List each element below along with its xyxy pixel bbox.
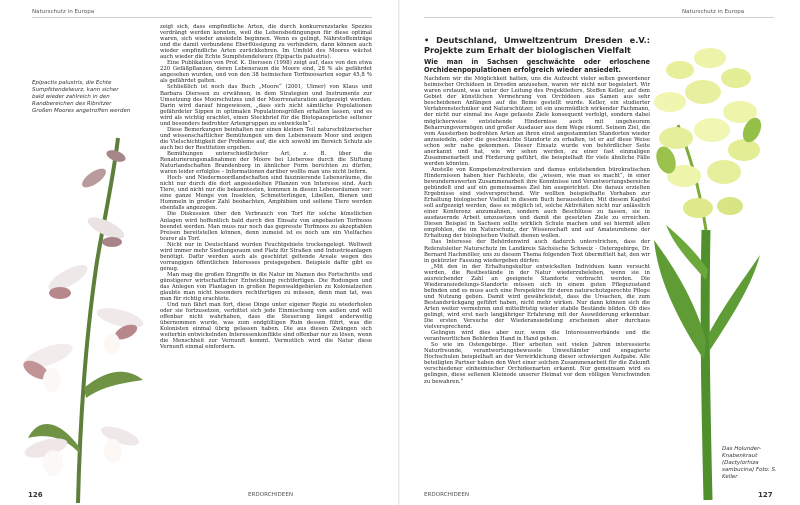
caption-right: Das Holunder-Knabenkraut (Dactylorhiza sambucina) Foto: S. Keller <box>722 446 777 480</box>
header-rule-right <box>424 17 774 18</box>
paragraph: Diese Bemerkungen beinhalten nur einen kleinen Teil naturschützerischer und wissenschaftlicher Bemühungen um den Lebensraum Moor und zeigen die Vielschichtigkeit der Probleme auf, die sich sowohl im Bereich Schutz als auch bei der Restitution ergeben. <box>160 126 372 151</box>
paragraph: Nicht nur in Deutschland wurden Feuchtgebiete trockengelegt. Weltweit wird immer mehr Siedlungsraum und Platz für Straßen und Industrieanlagen benötigt. Dafür werden auch als geschützt geltende Areale wegen des vorrangigen öffentlichen Interesses preisgegeben. Beispiele dafür gibt es genug. <box>160 241 372 272</box>
footer-left: ERDORCHIDEEN <box>248 492 294 498</box>
dactylorhiza-photo <box>648 30 766 500</box>
paragraph: Das Interesse der Behördenwird auch dadurch unterstrichen, dass der Referatsleiter Naturschutz im Landkreis Sächsische Schweiz - Osterzgebirge, Dr. Bernard Hachmöller, uns zu diesem Thema folgenden Text übermittelt hat, den wir in gekürzter Fassung wiedergeben dürfen: <box>424 239 650 264</box>
page-number-right: 127 <box>758 491 773 499</box>
paragraph: Man mag die großen Eingriffe in die Natur im Namen des Fortschritts und günstigerer wirtschaftlicher Entwicklung rechtfertigen. Die Rodungen und das Anlegen von Plantagen in großen Regenwaldgebieten zu Kolonialzeiten glaubte man nicht besonders rechtfertigen zu müssen, denn man tat, was man für richtig erachtete. <box>160 271 372 303</box>
left-text-column <box>160 24 372 351</box>
page-number-left: 126 <box>28 491 43 499</box>
caption-left: Epipactis palustris, die Echte Sumpfstendelwurz, kann sicher bald wieder zahlreich in den Randbereichen des Ribnitzer Großen Moores angetroffen werden <box>32 80 131 114</box>
paragraph: Und nun fährt man fort, diese Dinge unter eigener Regie zu wiederholen oder sie fortzusetzen, verbittet sich jede Einmischung von außen und will offenbar nicht wahrhaben, dass die Steuerung längst anderweitig übernommen wurde, was zum endgültigen Ruin dessen führt, was die Kolonisten einmal übrig gelassen haben. Die aus diesen Zwängen sich weiterhin entwickelnden Interessenkonflikte sind offenbar nur zu lösen, wenn die Menschheit zur Vernunft kommt. Vermutlich wird die Natur diese Vernunft einmal einfordern. <box>160 302 372 351</box>
section-subheading: Wie man in Sachsen geschwächte oder erloschene Orchideenpopulationen erfolgreich wieder ansiedelt. <box>424 58 650 74</box>
paragraph: Hoch- und Niedermoordlandschaften sind faszinierende Lebensräume, die nicht nur durch die dort angesiedelten Pflanzen von Interesse sind. Auch Tiere, und nicht nur die bekanntesten, kommen in diesen Lebensräumen vor: eine ganze Menge von Insekten, Schmetterlingen, Libellen, Bienen und Hummeln in großer Zahl beobachten, Amphibien und seltene Tiere werden ebenfalls angezogen. <box>160 175 372 212</box>
right-text-column <box>424 36 650 385</box>
footer-right: ERDORCHIDEEN <box>424 492 470 498</box>
paragraph: Nachdem wir die Möglichkeit hatten, uns die Aufzucht vieler selten gewordener heimischer Orchideen in Dresden anzusehen, waren wir nicht nur begeistert. Wir waren erstaunt, was unter der Leitung des Projektleiters, Steffen Keller, auf dem Gebiet der künstlichen Vermehrung von Orchideen aus Samen aus sehr bescheidenen Anfängen auf die Beine gestellt wurde. Keller, ein studierter Verfahrenstechniker und Naturschützer, ist ein unermüdlich wirkender Fachmann, der nicht nur einmal ins Auge gefasste Ziele konsequent verfolgt, sondern dabei möglicherweise entstehende Hindernisse auch mit ungeheurem Beharrungsvermögen und großer Ausdauer aus dem Wege räumt. Seinem Ziel, die vom Aussterben bedrohten Arten an ihren einst angestammten Standorten wieder anzusiedeln, oder die geschwächte Standorte zu erhalten, ist er auf diese Weise schon sehr nahe gekommen. Dieser Einsatz wurde von behördlicher Seite anerkannt und hat, wie wir sehen werden, zu einer fast einmaligen Zusammenarbeit und Förderung geführt, die beispielhaft für viele ähnliche Fälle werden könnten. <box>424 76 650 167</box>
paragraph: Schließlich ist noch das Buch „Moore“ (2001, Ulmer) von Klaus und Barbara Dierssen zu erwähnen, in dem Strategien und Instrumente zur Umsetzung des Moorschutzes und der Moorrenaturation aufgezeigt werden. Darin wird darauf hingewiesen, „dass sich nicht sämtliche Populationen gefährdeter Sippen in optimalen Populationsgrößen erhalten lassen, und es wird als wichtig erachtet, einen Steckbrief für die Biotopansprüche seltener und besonders bedrohter Artengruppen zu entwickeln“. <box>160 84 372 127</box>
paragraph: zeigt sich, dass empfindliche Arten, die durch konkurrenzstarke Spezies verdrängt werden konnten, weil die Lebensbedingungen für diese optimal waren, sich wieder ansiedeln beginnen. Wenn es gelingt, Nährstoffeinträge und die damit verbundene Eberflüssigung zu verhindern, dann können auch wieder empfindliche Arten zurückkehren. Im Umfeld des Moores wächst auch wieder die Echte Sumpfstendelwurz (Epipactis palustris). <box>160 24 372 61</box>
running-head-left: Naturschutz in Europa <box>32 9 95 15</box>
epipactis-photo <box>8 118 158 503</box>
right-page <box>400 0 800 505</box>
paragraph: Eine Publikation von Prof. K. Dierssen (1998) zeigt auf, dass von den etwa 220 Gefäßpflanzen, deren Lebensraum die Moore sind, 28 % als gefährdet angesehen wurden, und von den 38 heimischen Torfmoosarten sogar 45,8 % als gefährdet galten. <box>160 60 372 85</box>
paragraph: Bemühungen unterschiedlichster Art, z. B. über die Renaturierungsmaßnahmen der Moore bei Lieberose durch die Stiftung Naturlandschaften Brandenburg in ähnlicher Form berichten zu dürfen, waren leider erfolglos – Informationen darüber wollte man uns nicht liefern. <box>160 150 372 176</box>
running-head-right: Naturschutz in Europa <box>682 9 745 15</box>
paragraph: So wie im Ostengebirge. Hier arbeiten seit vielen Jahren interessierte Naturfreunde, verantwortungsbewusste Umweltämter und engagierte Hochschulen beispielhaft an der Verwirklichung dieser schwierigen Aufgabe. Alle beteiligten Partner haben den Wert einer solchen Zusammenarbeit für die Zukunft verschiedener einheimischer Orchideenarten erkannt. Nur gemeinsam wird es gelingen, diese seltenen Kleinode unserer Heimat vor dem völligen Verschwinden zu bewahren.“ <box>424 342 650 385</box>
paragraph: Gelingen wird dies aber nur, wenn die Interessenverbände und die verantwortlichen Behörden Hand in Hand gehen. <box>424 330 650 343</box>
header-rule-left <box>32 17 372 18</box>
paragraph: Die Diskussion über den Verbrauch von Torf für solche künstlichen Anlagen wird hoffentlich bald durch den Einsatz von angebauten Torfmoos beendet werden. Man muss nur noch das gepresste Torfmoos zu akzeptablen Preisen bereitstellen können, denn zumeist ist es noch um ein Vielfaches teurer als Torf. <box>160 211 372 242</box>
section-heading: • Deutschland, Umweltzentrum Dresden e.V.: Projekte zum Erhalt der biologischen Vielfalt <box>424 35 650 55</box>
paragraph: Anstelle von Kompetenzstreitereien und damus entstehenden bürokratischen Hindernissen haben hier Fachleute, die „wissen, wie man es macht“, in einer bewundernswerten Zusammenarbeit ihre Kenntnisse und Verantwortungsbereiche gebündelt und auf ein gemeinsames Ziel hin ausgerichtet. Die daraus erzielten Ergebnisse sind vielversprechend. Wir wollten beispielhafte Vorhaben zur Erhaltung biologischer Vielfalt in diesem Buch herausstellen. Mit diesem Kapitel soll aufgezeigt werden, dass es möglich ist, solche Aktivitäten nicht nur anlässlich einer Konferenz anzumahnen, sondern auch Beschlüsse zu fassen, sie in ausdauernde Arbeit umzusetzen und damit die gesetzten Ziele zu erreichen. Diesen Beispiel in Sachsen sollte wirklich Schule machen und sei hiermit allen empfohlen, die im Naturschutz, der Wissenschaft und auf Amateurebene der Erhaltung der biologischen Vielfalt dienen wollen. <box>424 166 650 240</box>
paragraph: „Mit den in der Erhaltungskultur entwickelten Individuen kann versucht werden, die Restbestände in der Natur wiederzubeleben, wenn sie in ausreichender Zahl an geeignete Standorte verbracht werden. Die Wiederansiedelungs-Standorte müssen sich in einem guten Pflegezustand befinden und es muss auch eine Perspektive für deren naturschutzgerechte Pflege und Nutzung geben. Damit wird gewährleistet, dass die Ursachen, die zum Bestandsrückgang geführt haben, nicht mehr wirken. Nur dann können sich die Arten weiter vermehren und mittelfristig wieder stabile Bestände bilden. Ob dies gelingt, wird erst nach langjähriger Erfahrung mit der Auswilderung erkennbar. Die ersten Versuche der Wiederansiedelung erscheinen aber durchaus vielversprechend. <box>424 263 650 331</box>
